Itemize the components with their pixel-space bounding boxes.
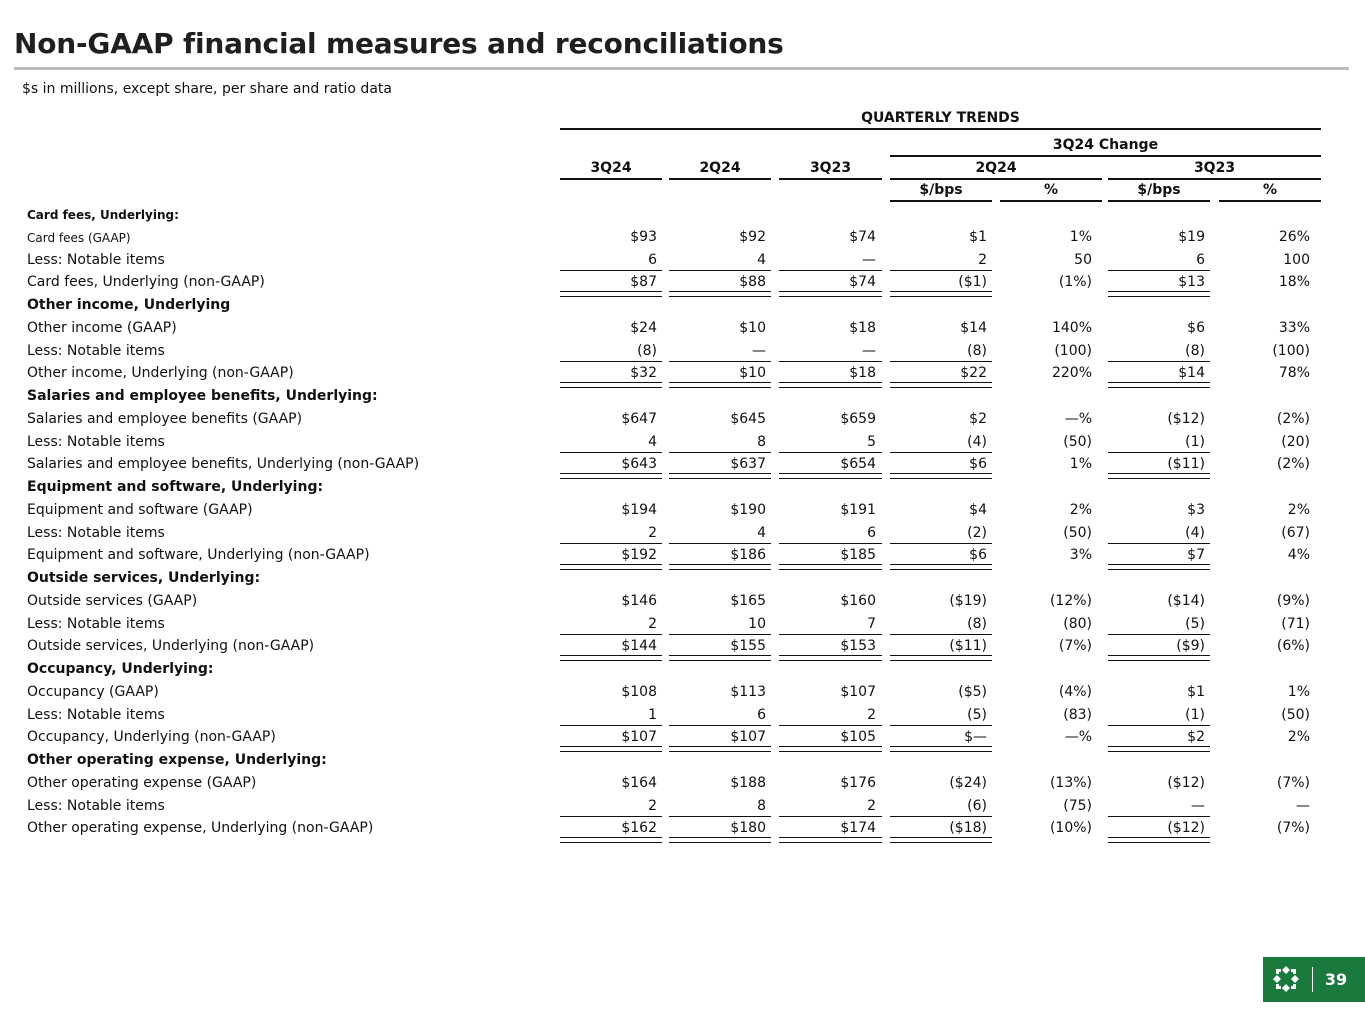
- total-double-rule: [890, 837, 992, 843]
- table-row: [0, 226, 1365, 249]
- value-cell: (83): [1063, 706, 1092, 723]
- section-row: [0, 294, 1365, 317]
- value-cell: $18: [849, 365, 876, 382]
- value-cell: (50): [1063, 524, 1092, 541]
- change-group-header: 2Q24: [975, 160, 1017, 176]
- value-cell: $146: [621, 592, 657, 609]
- period-header: 3Q24: [590, 160, 632, 176]
- total-double-rule: [669, 837, 771, 843]
- value-cell: $87: [630, 274, 657, 291]
- value-cell: (2): [967, 524, 987, 541]
- table-row: [0, 544, 1365, 567]
- value-cell: (2%): [1276, 410, 1310, 427]
- value-cell: 1: [648, 706, 657, 723]
- table-row: [0, 772, 1365, 795]
- value-cell: $153: [840, 638, 876, 655]
- value-cell: $18: [849, 319, 876, 336]
- value-cell: $19: [1178, 228, 1205, 245]
- value-cell: ($14): [1167, 592, 1205, 609]
- value-cell: ($12): [1167, 774, 1205, 791]
- value-cell: $7: [1187, 547, 1205, 564]
- value-cell: (8): [967, 342, 987, 359]
- value-cell: $645: [730, 410, 766, 427]
- value-cell: (4): [1185, 524, 1205, 541]
- sub-column-header: $/bps: [919, 182, 963, 198]
- value-cell: 3%: [1069, 547, 1092, 564]
- section-row: [0, 203, 1365, 226]
- value-cell: $185: [840, 547, 876, 564]
- total-double-rule: [1108, 837, 1210, 843]
- value-cell: —: [862, 342, 876, 359]
- value-cell: 8: [757, 433, 766, 450]
- value-cell: $637: [730, 456, 766, 473]
- header-rule: [1108, 178, 1321, 180]
- change-group-header: 3Q23: [1193, 160, 1236, 176]
- value-cell: $22: [960, 365, 987, 382]
- value-cell: 2%: [1287, 501, 1310, 518]
- value-cell: 1%: [1287, 683, 1310, 700]
- value-cell: (7%): [1276, 820, 1310, 837]
- value-cell: 26%: [1278, 228, 1310, 245]
- value-cell: ($11): [1167, 456, 1205, 473]
- value-cell: 140%: [1051, 319, 1092, 336]
- citizens-logo-icon: [1271, 964, 1301, 994]
- table-row: [0, 590, 1365, 613]
- section-label: Equipment and software, Underlying:: [27, 479, 324, 495]
- table-row: [0, 613, 1365, 636]
- row-label: Card fees, Underlying (non-GAAP): [27, 274, 265, 291]
- row-label: Outside services (GAAP): [27, 592, 198, 609]
- value-cell: $4: [969, 501, 987, 518]
- value-cell: 2: [978, 251, 987, 268]
- table-row: [0, 681, 1365, 704]
- value-cell: 6: [648, 251, 657, 268]
- table-row: [0, 704, 1365, 727]
- value-cell: (6%): [1276, 638, 1310, 655]
- header-rule: [669, 178, 771, 180]
- value-cell: 4: [648, 433, 657, 450]
- value-cell: $14: [1178, 365, 1205, 382]
- value-cell: (8): [1185, 342, 1205, 359]
- table-row: [0, 271, 1365, 294]
- value-cell: 10: [748, 615, 766, 632]
- row-label: Other income (GAAP): [27, 319, 177, 336]
- value-cell: (20): [1281, 433, 1310, 450]
- value-cell: $93: [630, 228, 657, 245]
- value-cell: 1%: [1069, 456, 1092, 473]
- change-heading: 3Q24 Change: [1052, 137, 1159, 153]
- table-row: [0, 453, 1365, 476]
- value-cell: (6): [967, 797, 987, 814]
- value-cell: (80): [1063, 615, 1092, 632]
- page-title: Non-GAAP financial measures and reconciliations: [14, 27, 784, 60]
- table-row: [0, 317, 1365, 340]
- value-cell: $186: [730, 547, 766, 564]
- row-label: Occupancy, Underlying (non-GAAP): [27, 729, 276, 746]
- row-label: Salaries and employee benefits, Underlying (non-GAAP): [27, 456, 420, 473]
- value-cell: $191: [840, 501, 876, 518]
- header-rule: [779, 178, 882, 180]
- value-cell: $144: [621, 638, 657, 655]
- value-cell: ($18): [949, 820, 987, 837]
- header-rule: [890, 178, 1102, 180]
- header-rule: [560, 178, 662, 180]
- footer-logo-badge: [1263, 957, 1365, 1002]
- value-cell: $174: [840, 820, 876, 837]
- value-cell: —%: [1064, 410, 1092, 427]
- value-cell: $107: [840, 683, 876, 700]
- table-row: [0, 408, 1365, 431]
- value-cell: (50): [1281, 706, 1310, 723]
- period-header: 3Q23: [809, 160, 852, 176]
- total-double-rule: [560, 837, 662, 843]
- value-cell: (5): [967, 706, 987, 723]
- value-cell: ($19): [949, 592, 987, 609]
- value-cell: $190: [730, 501, 766, 518]
- value-cell: (71): [1281, 615, 1310, 632]
- value-cell: 2: [648, 797, 657, 814]
- section-label: Salaries and employee benefits, Underlying:: [27, 388, 378, 404]
- row-label: Less: Notable items: [27, 706, 165, 723]
- section-row: [0, 749, 1365, 772]
- value-cell: (1%): [1058, 274, 1092, 291]
- value-cell: (75): [1063, 797, 1092, 814]
- table-row: [0, 522, 1365, 545]
- section-label: Other income, Underlying: [27, 297, 231, 313]
- value-cell: ($9): [1176, 638, 1205, 655]
- value-cell: (100): [1272, 342, 1310, 359]
- section-label: Card fees, Underlying:: [27, 208, 179, 222]
- value-cell: $659: [840, 410, 876, 427]
- value-cell: $176: [840, 774, 876, 791]
- value-cell: 2%: [1069, 501, 1092, 518]
- table-row: [0, 817, 1365, 840]
- value-cell: $162: [621, 820, 657, 837]
- value-cell: 2: [648, 615, 657, 632]
- value-cell: 1%: [1069, 228, 1092, 245]
- value-cell: 4%: [1287, 547, 1310, 564]
- value-cell: $10: [739, 319, 766, 336]
- value-cell: 100: [1283, 251, 1310, 268]
- section-row: [0, 567, 1365, 590]
- value-cell: $1: [1187, 683, 1205, 700]
- value-cell: (7%): [1276, 774, 1310, 791]
- value-cell: $1: [969, 228, 987, 245]
- value-cell: 18%: [1278, 274, 1310, 291]
- table-row: [0, 362, 1365, 385]
- value-cell: 50: [1074, 251, 1092, 268]
- value-cell: $92: [739, 228, 766, 245]
- value-cell: 5: [867, 433, 876, 450]
- row-label: Less: Notable items: [27, 797, 165, 814]
- value-cell: —: [862, 251, 876, 268]
- value-cell: $13: [1178, 274, 1205, 291]
- table-row: [0, 795, 1365, 818]
- value-cell: $6: [969, 456, 987, 473]
- row-label: Less: Notable items: [27, 251, 165, 268]
- row-label: Less: Notable items: [27, 433, 165, 450]
- value-cell: $2: [1187, 729, 1205, 746]
- value-cell: $24: [630, 319, 657, 336]
- header-rule: [1000, 200, 1102, 202]
- value-cell: ($12): [1167, 820, 1205, 837]
- section-row: [0, 476, 1365, 499]
- row-label: Other income, Underlying (non-GAAP): [27, 365, 294, 382]
- sub-column-header: $/bps: [1137, 182, 1181, 198]
- value-cell: $155: [730, 638, 766, 655]
- row-label: Other operating expense, Underlying (non-GAAP): [27, 820, 374, 837]
- value-cell: $14: [960, 319, 987, 336]
- row-label: Less: Notable items: [27, 615, 165, 632]
- total-double-rule: [779, 837, 882, 843]
- value-cell: (50): [1063, 433, 1092, 450]
- page-number: 39: [1324, 970, 1348, 989]
- value-cell: $74: [849, 274, 876, 291]
- value-cell: $160: [840, 592, 876, 609]
- value-cell: 220%: [1051, 365, 1092, 382]
- value-cell: $180: [730, 820, 766, 837]
- value-cell: (4): [967, 433, 987, 450]
- value-cell: $3: [1187, 501, 1205, 518]
- value-cell: $107: [730, 729, 766, 746]
- section-row: [0, 385, 1365, 408]
- value-cell: 78%: [1278, 365, 1310, 382]
- value-cell: $165: [730, 592, 766, 609]
- header-rule: [1219, 200, 1321, 202]
- value-cell: $194: [621, 501, 657, 518]
- row-label: Occupancy (GAAP): [27, 683, 159, 700]
- value-cell: ($11): [949, 638, 987, 655]
- value-cell: $654: [840, 456, 876, 473]
- value-cell: $188: [730, 774, 766, 791]
- value-cell: $643: [621, 456, 657, 473]
- value-cell: $647: [621, 410, 657, 427]
- title-divider: [14, 67, 1349, 70]
- row-label: Card fees (GAAP): [27, 230, 131, 245]
- value-cell: 4: [757, 251, 766, 268]
- table-row: [0, 340, 1365, 363]
- value-cell: 4: [757, 524, 766, 541]
- value-cell: $88: [739, 274, 766, 291]
- value-cell: (5): [1185, 615, 1205, 632]
- sub-column-header: %: [1262, 182, 1278, 198]
- value-cell: 6: [757, 706, 766, 723]
- value-cell: —: [1191, 797, 1205, 814]
- value-cell: 6: [867, 524, 876, 541]
- value-cell: (67): [1281, 524, 1310, 541]
- value-cell: (8): [637, 342, 657, 359]
- value-cell: (100): [1054, 342, 1092, 359]
- value-cell: 2%: [1287, 729, 1310, 746]
- value-cell: (13%): [1049, 774, 1092, 791]
- value-cell: $6: [1187, 319, 1205, 336]
- value-cell: $10: [739, 365, 766, 382]
- row-label: Equipment and software, Underlying (non-GAAP): [27, 547, 370, 564]
- header-rule: [560, 128, 1321, 130]
- value-cell: 7: [867, 615, 876, 632]
- header-rule: [890, 155, 1321, 157]
- table-row: [0, 431, 1365, 454]
- page-subtitle: $s in millions, except share, per share and ratio data: [22, 81, 392, 97]
- value-cell: (8): [967, 615, 987, 632]
- value-cell: $—: [964, 729, 987, 746]
- value-cell: 2: [648, 524, 657, 541]
- sub-column-header: %: [1043, 182, 1059, 198]
- period-header: 2Q24: [699, 160, 741, 176]
- value-cell: (10%): [1049, 820, 1092, 837]
- header-rule: [1108, 200, 1210, 202]
- section-row: [0, 658, 1365, 681]
- value-cell: (4%): [1058, 683, 1092, 700]
- value-cell: (7%): [1058, 638, 1092, 655]
- section-label: Occupancy, Underlying:: [27, 661, 214, 677]
- value-cell: $32: [630, 365, 657, 382]
- row-label: Other operating expense (GAAP): [27, 774, 257, 791]
- table-row: [0, 249, 1365, 272]
- header-rule: [890, 200, 992, 202]
- value-cell: $113: [730, 683, 766, 700]
- quarterly-trends-heading: QUARTERLY TRENDS: [861, 110, 1020, 126]
- value-cell: $192: [621, 547, 657, 564]
- row-label: Salaries and employee benefits (GAAP): [27, 410, 303, 427]
- value-cell: ($1): [958, 274, 987, 291]
- value-cell: ($24): [949, 774, 987, 791]
- row-label: Less: Notable items: [27, 524, 165, 541]
- table-row: [0, 726, 1365, 749]
- value-cell: (1): [1185, 706, 1205, 723]
- value-cell: $164: [621, 774, 657, 791]
- value-cell: $105: [840, 729, 876, 746]
- value-cell: $107: [621, 729, 657, 746]
- row-label: Outside services, Underlying (non-GAAP): [27, 638, 315, 655]
- section-label: Other operating expense, Underlying:: [27, 752, 327, 768]
- value-cell: $74: [849, 228, 876, 245]
- section-label: Outside services, Underlying:: [27, 570, 261, 586]
- value-cell: 33%: [1278, 319, 1310, 336]
- value-cell: (12%): [1049, 592, 1092, 609]
- value-cell: 2: [867, 797, 876, 814]
- value-cell: $108: [621, 683, 657, 700]
- value-cell: 6: [1196, 251, 1205, 268]
- value-cell: —: [752, 342, 766, 359]
- value-cell: (2%): [1276, 456, 1310, 473]
- value-cell: $6: [969, 547, 987, 564]
- table-row: [0, 499, 1365, 522]
- value-cell: 8: [757, 797, 766, 814]
- value-cell: $2: [969, 410, 987, 427]
- value-cell: ($5): [958, 683, 987, 700]
- row-label: Equipment and software (GAAP): [27, 501, 253, 518]
- value-cell: ($12): [1167, 410, 1205, 427]
- value-cell: (9%): [1276, 592, 1310, 609]
- value-cell: —%: [1064, 729, 1092, 746]
- row-label: Less: Notable items: [27, 342, 165, 359]
- value-cell: (1): [1185, 433, 1205, 450]
- value-cell: —: [1296, 797, 1310, 814]
- table-row: [0, 635, 1365, 658]
- value-cell: 2: [867, 706, 876, 723]
- logo-separator: [1312, 967, 1313, 992]
